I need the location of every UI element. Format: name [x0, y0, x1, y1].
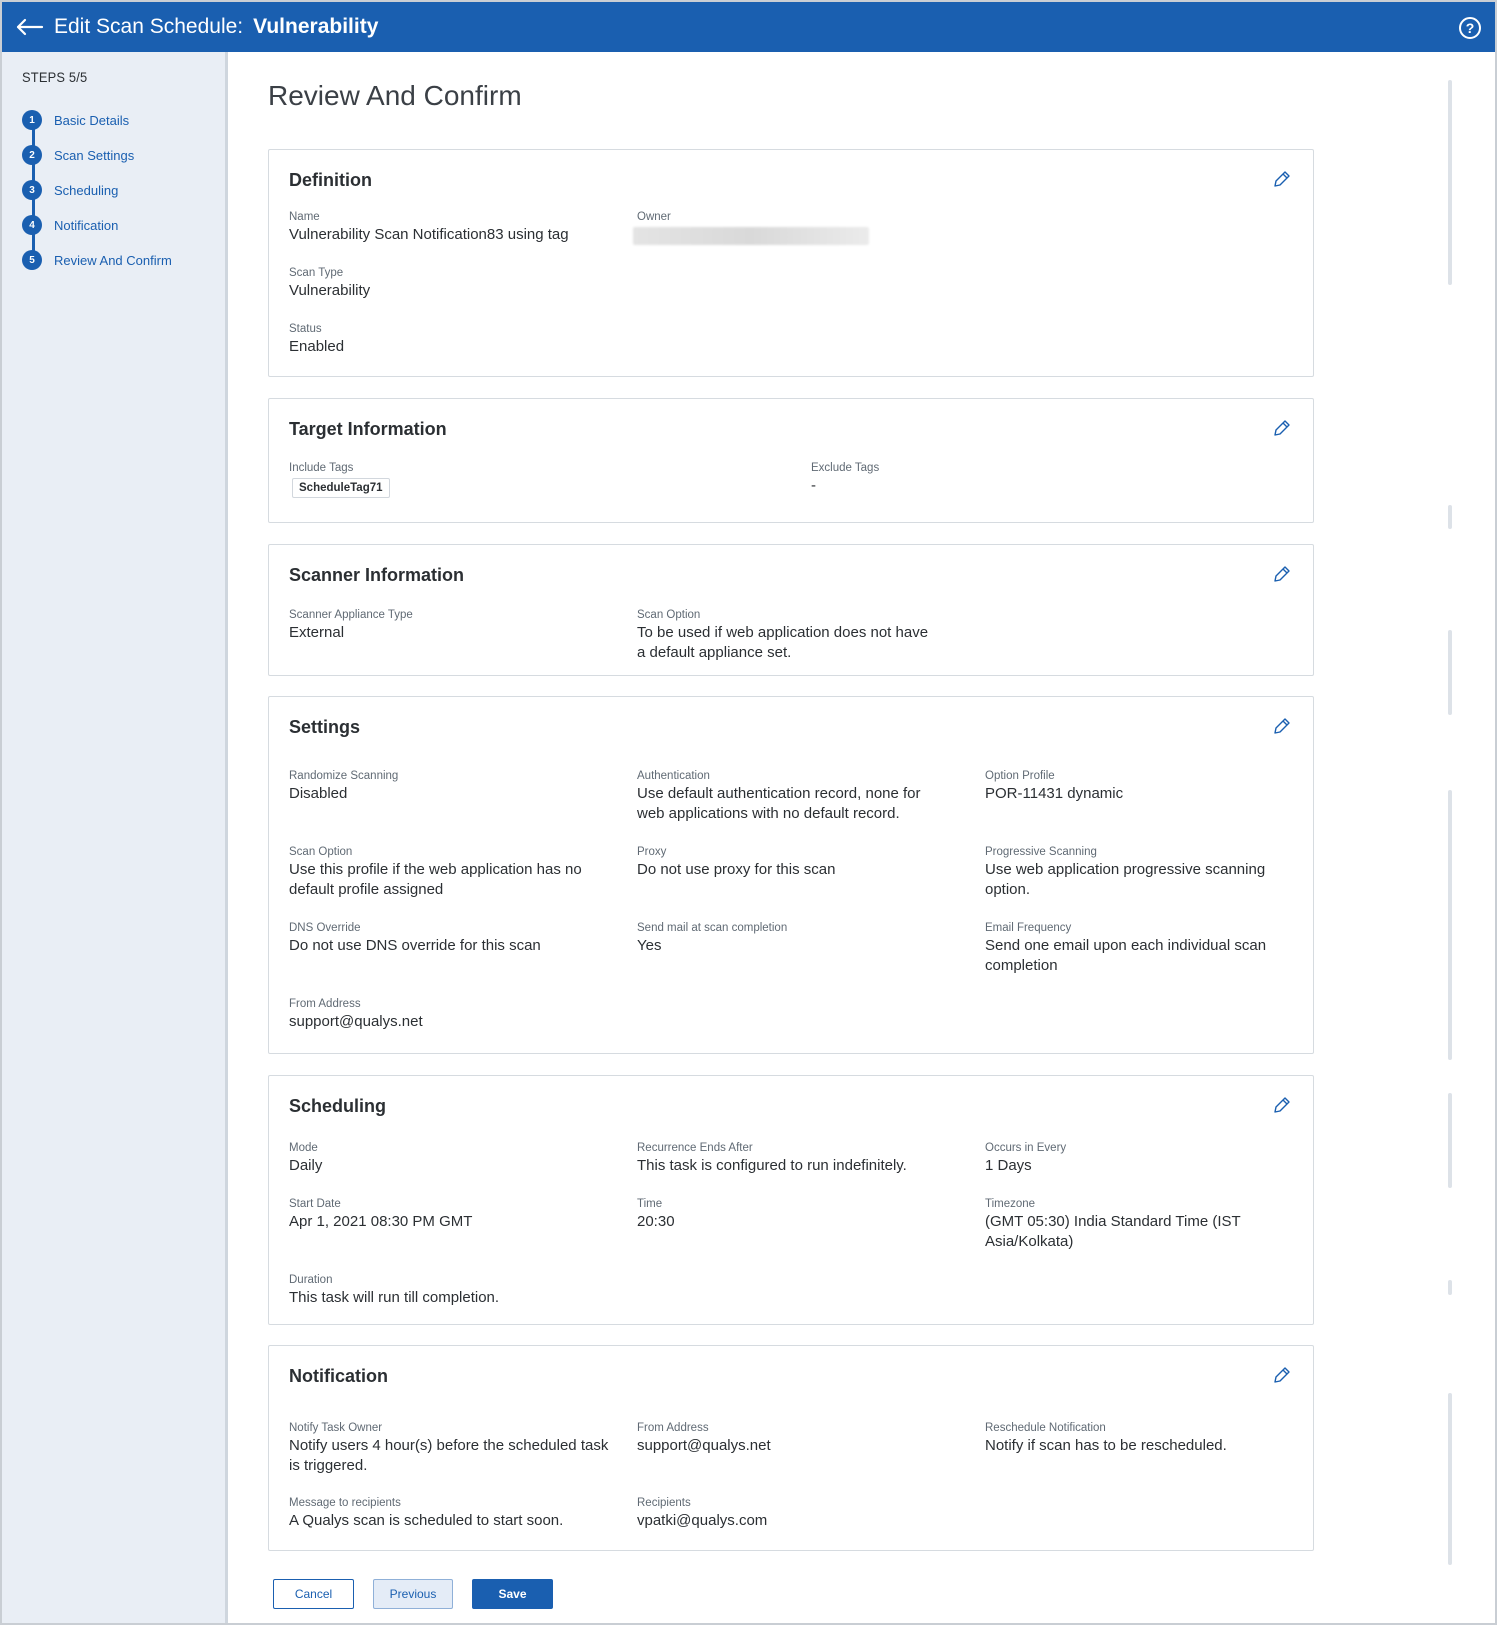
field-value: Daily	[289, 1157, 323, 1174]
steps-label: STEPS 5/5	[22, 69, 88, 85]
field-timezone	[985, 1198, 1265, 1252]
field-occurs-every	[985, 1142, 1295, 1176]
field-message-to-recipients	[289, 1497, 609, 1531]
field-label: Reschedule Notification	[985, 1422, 1106, 1434]
field-value: Enabled	[289, 338, 345, 355]
step-label: Scan Settings	[54, 147, 135, 163]
field-recipients	[637, 1497, 947, 1531]
header-bar	[2, 2, 1495, 52]
field-label: Occurs in Every	[985, 1142, 1067, 1154]
field-notify-task-owner	[289, 1422, 609, 1476]
step-basic-details[interactable]	[22, 110, 129, 130]
step-notification[interactable]	[22, 215, 118, 235]
field-scan-type	[289, 267, 370, 301]
field-include-tags	[289, 462, 390, 498]
field-exclude-tags	[811, 462, 879, 496]
back-arrow-icon[interactable]	[12, 12, 46, 42]
scanner-information-card	[268, 544, 1314, 676]
field-label: DNS Override	[289, 922, 361, 934]
field-from-address	[637, 1422, 947, 1456]
field-name	[289, 211, 569, 245]
scrollbar-segment	[1448, 1280, 1452, 1295]
field-duration	[289, 1274, 629, 1308]
tag-chip: ScheduleTag71	[292, 478, 390, 498]
scrollbar-segment	[1448, 505, 1452, 529]
step-label: Scheduling	[54, 182, 119, 198]
field-from-address	[289, 998, 599, 1032]
scrollbar[interactable]	[1448, 80, 1452, 285]
field-label: Name	[289, 211, 320, 223]
scrollbar-segment	[1448, 1093, 1452, 1188]
field-label: Exclude Tags	[811, 462, 880, 474]
field-value: Do not use DNS override for this scan	[289, 937, 541, 954]
field-scan-option	[289, 846, 599, 900]
field-value: This task will run till completion.	[289, 1289, 500, 1306]
field-value: Yes	[637, 937, 662, 954]
field-label: Time	[637, 1198, 663, 1210]
field-scan-option	[637, 609, 937, 663]
field-label: Duration	[289, 1274, 333, 1286]
field-value: support@qualys.net	[637, 1437, 771, 1454]
field-reschedule-notification	[985, 1422, 1295, 1456]
field-value: Use default authentication record, none for web applications with no default record.	[637, 785, 921, 822]
field-label: Authentication	[637, 770, 710, 782]
field-email-frequency	[985, 922, 1295, 976]
step-scan-settings[interactable]	[22, 145, 134, 165]
scrollbar-segment	[1448, 790, 1452, 1060]
field-label: Recurrence Ends After	[637, 1142, 753, 1154]
field-label: Owner	[637, 211, 671, 223]
redacted-owner-value	[633, 227, 869, 245]
scheduling-card	[268, 1075, 1314, 1325]
field-value: 1 Days	[985, 1157, 1032, 1174]
field-label: From Address	[637, 1422, 709, 1434]
edit-pencil-icon[interactable]	[1271, 1094, 1293, 1116]
field-value: Use web application progressive scanning option.	[985, 861, 1266, 898]
header-scan-type: Vulnerability	[253, 15, 379, 38]
step-scheduling[interactable]	[22, 180, 118, 200]
field-label: From Address	[289, 998, 361, 1010]
field-value: vpatki@qualys.com	[637, 1512, 768, 1529]
field-value: (GMT 05:30) India Standard Time (IST Asia/Kolkata)	[985, 1213, 1241, 1250]
previous-button[interactable]: Previous	[373, 1579, 453, 1609]
step-number: 2	[22, 145, 42, 165]
field-send-mail	[637, 922, 947, 956]
step-number: 5	[22, 250, 42, 270]
field-value: Apr 1, 2021 08:30 PM GMT	[289, 1213, 473, 1230]
field-label: Scanner Appliance Type	[289, 609, 413, 621]
field-mode	[289, 1142, 322, 1176]
field-value: This task is configured to run indefinitely.	[637, 1157, 907, 1174]
field-value: Use this profile if the web application has no default profile assigned	[289, 861, 582, 898]
edit-pencil-icon[interactable]	[1271, 715, 1293, 737]
header-title: Edit Scan Schedule:	[54, 15, 244, 38]
field-label: Scan Option	[637, 609, 701, 621]
notification-card	[268, 1345, 1314, 1551]
card-title: Scheduling	[289, 1096, 387, 1116]
field-label: Status	[289, 323, 322, 335]
edit-pencil-icon[interactable]	[1271, 417, 1293, 439]
field-value: 20:30	[637, 1213, 675, 1230]
field-owner	[637, 211, 869, 245]
field-value: POR-11431 dynamic	[985, 785, 1124, 802]
step-label: Basic Details	[54, 112, 130, 128]
page-title: Review And Confirm	[268, 80, 522, 111]
field-label: Randomize Scanning	[289, 770, 399, 782]
target-information-card	[268, 398, 1314, 523]
card-title: Notification	[289, 1366, 388, 1386]
help-icon[interactable]: ?	[1459, 17, 1481, 39]
field-value: Notify if scan has to be rescheduled.	[985, 1437, 1227, 1454]
field-start-date	[289, 1198, 599, 1232]
field-label: Proxy	[637, 846, 667, 858]
field-value: Do not use proxy for this scan	[637, 861, 836, 878]
definition-card	[268, 149, 1314, 377]
field-value: Vulnerability Scan Notification83 using tag	[289, 226, 569, 243]
step-review-and-confirm[interactable]	[22, 250, 172, 270]
field-authentication	[637, 770, 947, 824]
field-label: Timezone	[985, 1198, 1036, 1210]
step-number: 4	[22, 215, 42, 235]
field-label: Start Date	[289, 1198, 341, 1210]
field-value: Send one email upon each individual scan completion	[985, 937, 1267, 974]
field-label: Notify Task Owner	[289, 1422, 383, 1434]
scrollbar-segment	[1448, 1393, 1452, 1565]
field-dns-override	[289, 922, 599, 956]
field-option-profile	[985, 770, 1295, 804]
field-value: External	[289, 624, 345, 641]
field-value: support@qualys.net	[289, 1013, 423, 1030]
field-label: Send mail at scan completion	[637, 922, 788, 934]
edit-pencil-icon[interactable]	[1271, 1364, 1293, 1386]
field-value: A Qualys scan is scheduled to start soon.	[289, 1512, 564, 1529]
field-label: Email Frequency	[985, 922, 1072, 934]
card-title: Target Information	[289, 419, 447, 439]
settings-card	[268, 696, 1314, 1054]
field-label: Option Profile	[985, 770, 1055, 782]
step-number: 1	[22, 110, 42, 130]
field-time	[637, 1198, 947, 1232]
field-value: Disabled	[289, 785, 348, 802]
field-label: Message to recipients	[289, 1497, 401, 1509]
card-title: Settings	[289, 717, 361, 737]
step-label: Notification	[54, 217, 119, 233]
field-value: To be used if web application does not have a default appliance set.	[637, 624, 929, 661]
field-label: Mode	[289, 1142, 318, 1154]
edit-pencil-icon[interactable]	[1271, 563, 1293, 585]
field-value: -	[811, 477, 816, 494]
scrollbar-segment	[1448, 630, 1452, 715]
save-button[interactable]: Save	[472, 1579, 553, 1609]
field-status	[289, 323, 344, 357]
field-recurrence-ends	[637, 1142, 957, 1176]
field-label: Scan Option	[289, 846, 353, 858]
cancel-button[interactable]: Cancel	[273, 1579, 354, 1609]
field-randomize-scanning	[289, 770, 398, 804]
edit-pencil-icon[interactable]	[1271, 168, 1293, 190]
field-scanner-appliance-type	[289, 609, 413, 643]
field-proxy	[637, 846, 947, 880]
step-label: Review And Confirm	[54, 252, 172, 268]
step-number: 3	[22, 180, 42, 200]
field-label: Scan Type	[289, 267, 344, 279]
field-progressive-scanning	[985, 846, 1295, 900]
field-label: Include Tags	[289, 462, 354, 474]
field-value: Notify users 4 hour(s) before the scheduled task is triggered.	[289, 1437, 609, 1474]
card-title: Definition	[289, 170, 372, 190]
field-label: Progressive Scanning	[985, 846, 1097, 858]
field-value: Vulnerability	[289, 282, 371, 299]
field-label: Recipients	[637, 1497, 691, 1509]
steps-sidebar	[2, 52, 228, 1623]
card-title: Scanner Information	[289, 565, 465, 585]
